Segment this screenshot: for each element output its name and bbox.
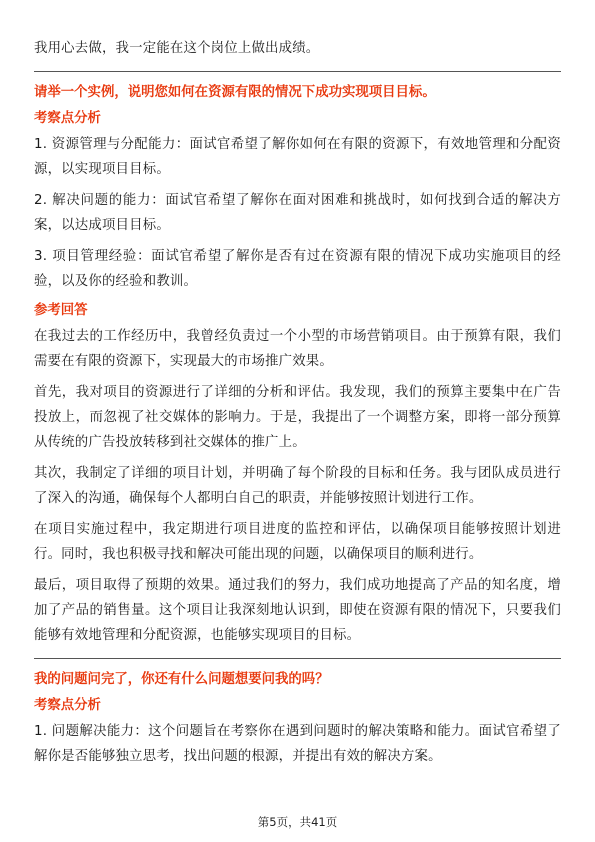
q1-answer-heading: 参考回答 — [34, 303, 88, 318]
q2-analysis-item: 1. 问题解决能力：这个问题旨在考察你在遇到问题时的解决策略和能力。面试官希望了解你是否能够独立思考，找出问题的根源，并提出有效的解决方案。 — [34, 724, 561, 764]
q1-answer-paragraph: 其次，我制定了详细的项目计划，并明确了每个阶段的目标和任务。我与团队成员进行了深入的沟通，确保每个人都明白自己的职责，并能够按照计划进行工作。 — [34, 466, 561, 506]
section-divider — [34, 658, 561, 659]
q1-answer-paragraph: 在项目实施过程中，我定期进行项目进度的监控和评估，以确保项目能够按照计划进行。同时，我也积极寻找和解决可能出现的问题，以确保项目的顺利进行。 — [34, 522, 561, 562]
page-footer: 第5页，共41页 — [257, 815, 338, 829]
intro-line: 我用心去做，我一定能在这个岗位上做出成绩。 — [34, 41, 320, 56]
q1-analysis-item: 2. 解决问题的能力：面试官希望了解你在面对困难和挑战时，如何找到合适的解决方案，以达成项目目标。 — [34, 193, 561, 233]
section-divider — [34, 71, 561, 72]
q1-answer-paragraph: 在我过去的工作经历中，我曾经负责过一个小型的市场营销项目。由于预算有限，我们需要在有限的资源下，实现最大的市场推广效果。 — [34, 329, 561, 369]
q1-answer-paragraph: 最后，项目取得了预期的效果。通过我们的努力，我们成功地提高了产品的知名度，增加了产品的销售量。这个项目让我深刻地认识到，即使在资源有限的情况下，只要我们能够有效地管理和分配资源，也能够实现项目的目标。 — [34, 578, 561, 643]
q1-analysis-heading: 考察点分析 — [34, 111, 101, 126]
document-page — [34, 36, 561, 775]
question-1-title: 请举一个实例，说明您如何在资源有限的情况下成功实现项目目标。 — [34, 85, 436, 100]
q1-answer-paragraph: 首先，我对项目的资源进行了详细的分析和评估。我发现，我们的预算主要集中在广告投放上，而忽视了社交媒体的影响力。于是，我提出了一个调整方案，即将一部分预算从传统的广告投放转移到社交媒体的推广上。 — [34, 385, 561, 450]
q2-analysis-heading: 考察点分析 — [34, 698, 101, 713]
question-2-title: 我的问题问完了，你还有什么问题想要问我的吗？ — [34, 672, 329, 687]
q1-analysis-item: 3. 项目管理经验：面试官希望了解你是否有过在资源有限的情况下成功实施项目的经验，以及你的经验和教训。 — [34, 249, 561, 289]
q1-analysis-item: 1. 资源管理与分配能力：面试官希望了解你如何在有限的资源下，有效地管理和分配资源，以实现项目目标。 — [34, 137, 561, 177]
